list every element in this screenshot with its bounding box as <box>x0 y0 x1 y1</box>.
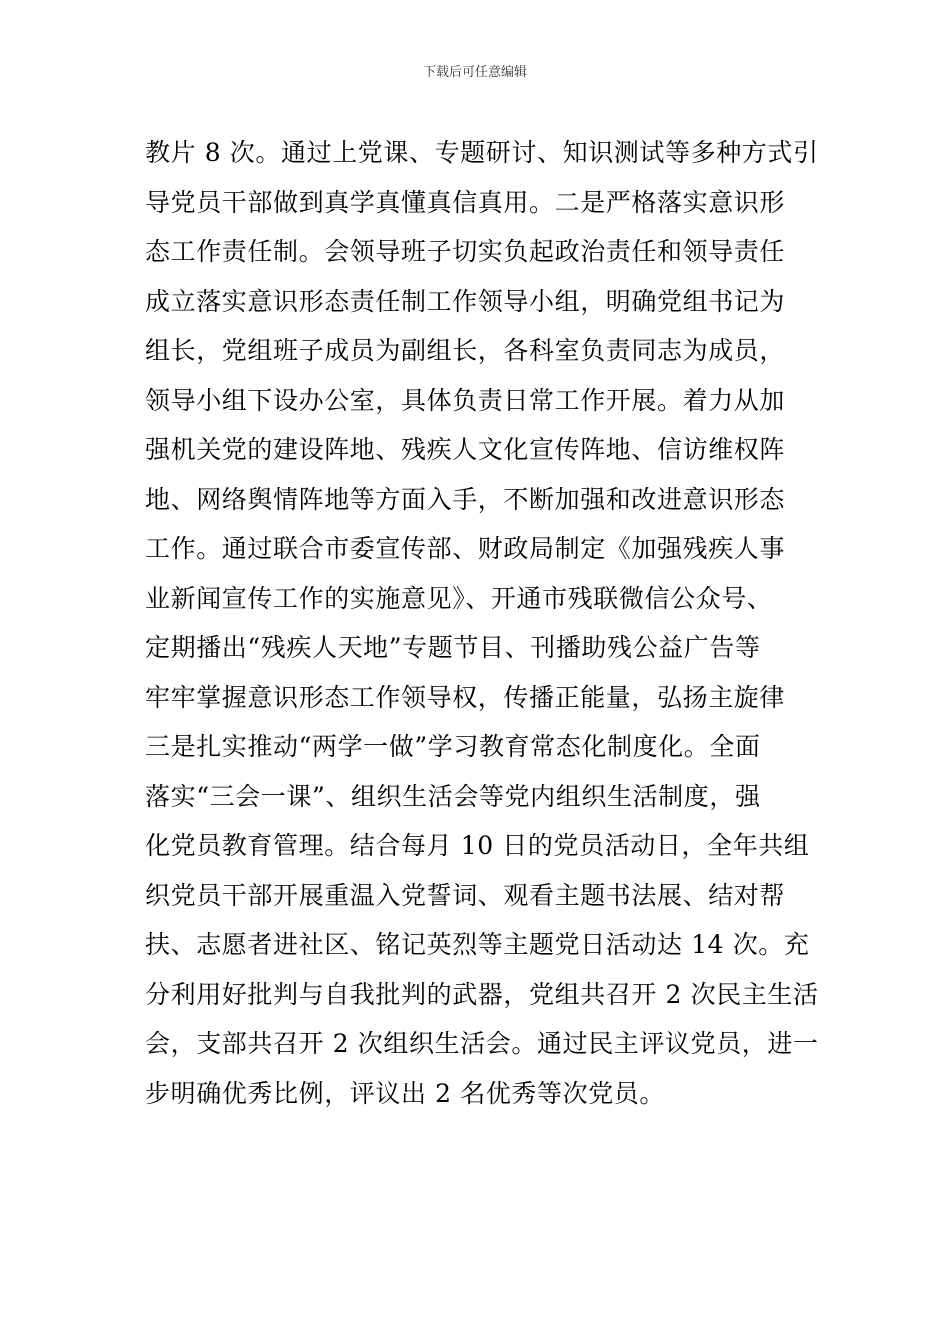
text-line: 领导小组下设办公室，具体负责日常工作开展。着力从加 <box>145 385 786 415</box>
text-line: 工作。通过联合市委宣传部、财政局制定《加强残疾人事 <box>145 534 786 563</box>
text-line: 导党员干部做到真学真懂真信真用。二是严格落实意识形 <box>145 187 786 217</box>
text-line: 强机关党的建设阵地、残疾人文化宣传阵地、信访维权阵 <box>145 435 786 464</box>
text-line: 态工作责任制。会领导班子切实负起政治责任和领导责任 <box>145 237 786 266</box>
text-line: 牢牢掌握意识形态工作领导权，传播正能量，弘扬主旋律 <box>145 682 786 712</box>
text-line: 织党员干部开展重温入党誓词、观看主题书法展、结对帮 <box>145 880 786 910</box>
text-line: 分利用好批判与自我批判的武器，党组共召开 2 次民主生活 <box>145 979 819 1009</box>
text-line: 步明确优秀比例，评议出 2 名优秀等次党员。 <box>145 1078 666 1108</box>
page-header-caption: 下载后可任意编辑 <box>422 65 527 80</box>
document-body <box>145 128 819 1118</box>
text-line: 化党员教育管理。结合每月 10 日的党员活动日，全年共组 <box>145 831 810 860</box>
text-line: 落实“三会一课”、组织生活会等党内组织生活制度，强 <box>145 781 761 811</box>
text-line: 教片 8 次。通过上党课、专题研讨、知识测试等多种方式引 <box>145 138 819 167</box>
text-line: 扶、志愿者进社区、铭记英烈等主题党日活动达 14 次。充 <box>145 930 810 959</box>
text-line: 三是扎实推动“两学一做”学习教育常态化制度化。全面 <box>145 732 761 761</box>
text-line: 业新闻宣传工作的实施意见》、开通市残联微信公众号、 <box>145 583 773 613</box>
text-line: 地、网络舆情阵地等方面入手，不断加强和改进意识形态 <box>145 484 786 514</box>
text-line: 会，支部共召开 2 次组织生活会。通过民主评议党员，进一 <box>145 1029 819 1058</box>
text-line: 定期播出“残疾人天地”专题节目、刊播助残公益广告等 <box>145 633 761 662</box>
text-line: 组长，党组班子成员为副组长，各科室负责同志为成员， <box>145 336 786 365</box>
text-line: 成立落实意识形态责任制工作领导小组，明确党组书记为 <box>145 286 786 316</box>
